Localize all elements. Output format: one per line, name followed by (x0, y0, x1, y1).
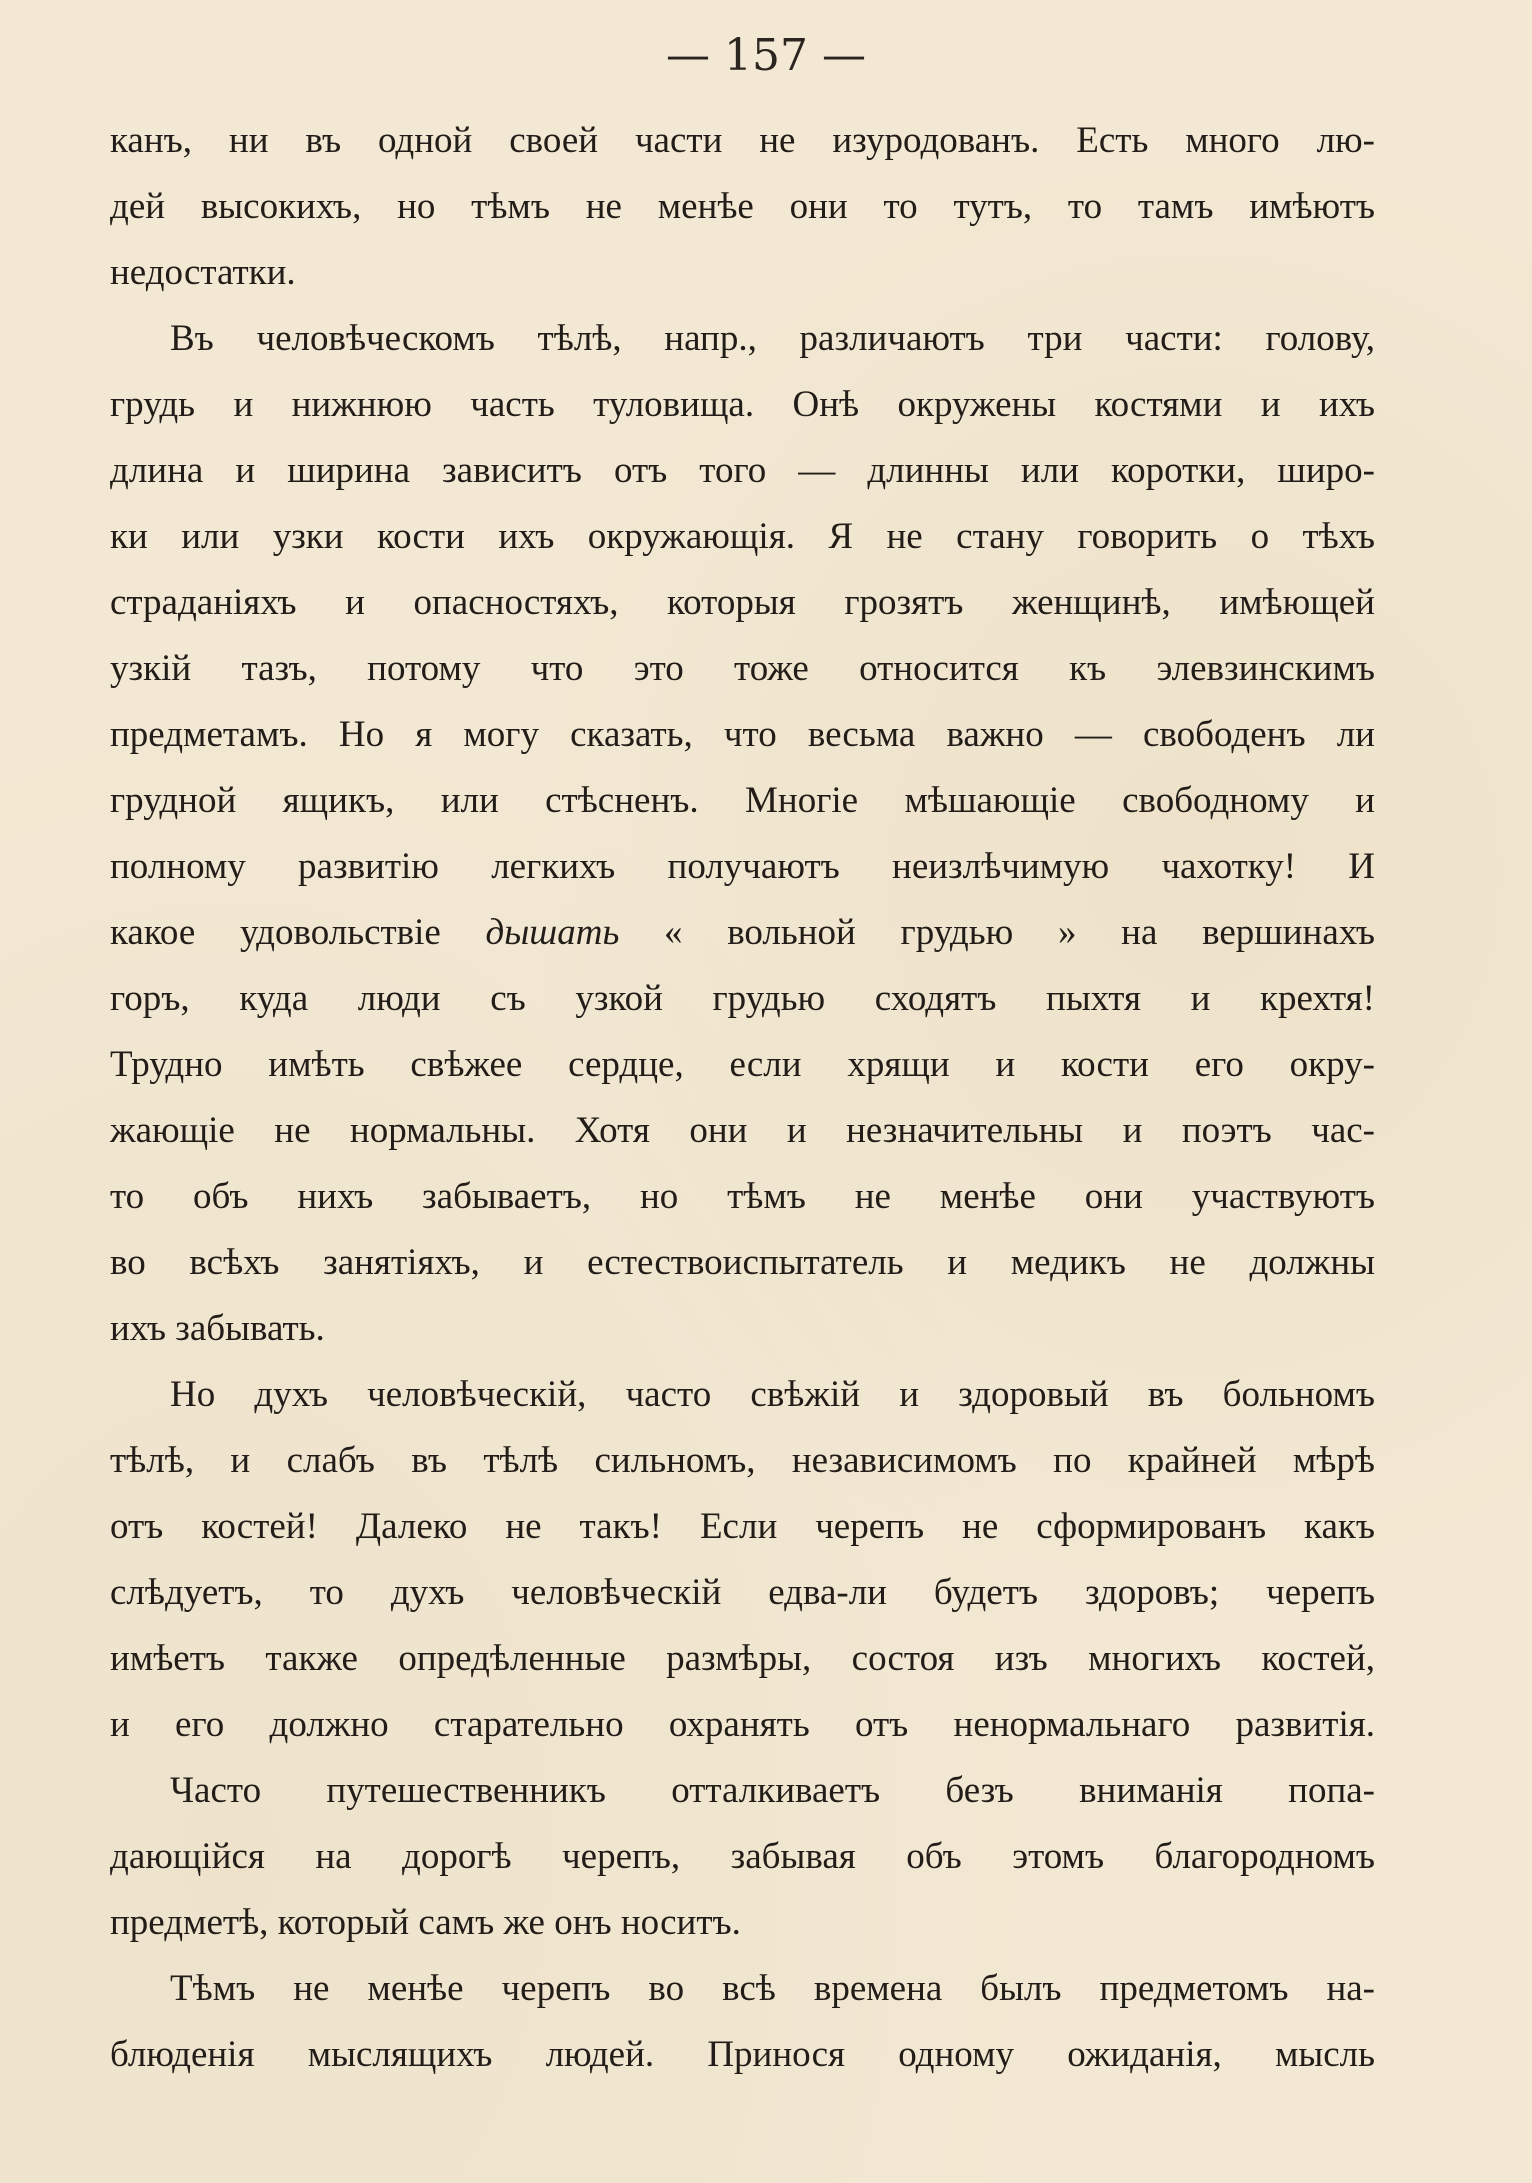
line-text: канъ, ни въ одной своей части не изуродованъ. Есть много лю- (110, 120, 1375, 161)
text-line (110, 438, 1375, 504)
text-line (110, 372, 1375, 438)
text-line (110, 1494, 1375, 1560)
line-text: Тѣмъ не менѣе черепъ во всѣ времена былъ предметомъ на- (170, 1968, 1375, 2009)
line-text: и его должно старательно охранять отъ ненормальнаго развитія. (110, 1704, 1375, 1745)
text-line (110, 1098, 1375, 1164)
line-text: « вольной грудью » на вершинахъ (619, 912, 1375, 953)
line-text: грудной ящикъ, или стѣсненъ. Многіе мѣшающіе свободному и (110, 780, 1375, 821)
line-text: блюденія мыслящихъ людей. Принося одному ожиданія, мысль (110, 2034, 1375, 2075)
text-line (110, 1362, 1375, 1428)
text-line (110, 108, 1375, 174)
line-text: горъ, куда люди съ узкой грудью сходятъ пыхтя и крехтя! (110, 978, 1375, 1019)
line-text: предметамъ. Но я могу сказать, что весьма важно — свободенъ ли (110, 714, 1375, 755)
line-text: Но духъ человѣческій, часто свѣжій и здоровый въ больномъ (170, 1374, 1375, 1415)
body-text (110, 108, 1375, 2088)
text-line (110, 1164, 1375, 1230)
text-line (110, 1296, 1375, 1362)
text-line (110, 1956, 1375, 2022)
text-line (110, 834, 1375, 900)
text-line (110, 1692, 1375, 1758)
page-number: — 157 — (666, 30, 866, 81)
line-text: Въ человѣческомъ тѣлѣ, напр., различаютъ три части: голову, (170, 318, 1375, 359)
line-text: то объ нихъ забываетъ, но тѣмъ не менѣе они участвуютъ (110, 1176, 1375, 1217)
text-line (110, 1890, 1375, 1956)
line-text: полному развитію легкихъ получаютъ неизлѣчимую чахотку! И (110, 846, 1375, 887)
text-line (110, 966, 1375, 1032)
line-text: страданіяхъ и опасностяхъ, которыя грозятъ женщинѣ, имѣющей (110, 582, 1375, 623)
line-text: отъ костей! Далеко не такъ! Если черепъ не сформированъ какъ (110, 1506, 1375, 1547)
text-line (110, 636, 1375, 702)
line-text: Часто путешественникъ отталкиваетъ безъ вниманія попа- (170, 1770, 1375, 1811)
text-line (110, 768, 1375, 834)
text-line (110, 1032, 1375, 1098)
line-text: длина и ширина зависитъ отъ того — длинны или коротки, широ- (110, 450, 1375, 491)
italic-word: дышать (485, 912, 620, 953)
line-text: узкій тазъ, потому что это тоже относится къ элевзинскимъ (110, 648, 1375, 689)
line-text: недостатки. (110, 252, 296, 293)
text-line (110, 306, 1375, 372)
text-line (110, 1824, 1375, 1890)
text-line (110, 240, 1375, 306)
line-text: жающіе не нормальны. Хотя они и незначительны и поэтъ час- (110, 1110, 1375, 1151)
line-text: тѣлѣ, и слабъ въ тѣлѣ сильномъ, независимомъ по крайней мѣрѣ (110, 1440, 1375, 1481)
line-text: какое удовольствіе (110, 912, 486, 953)
line-text: дей высокихъ, но тѣмъ не менѣе они то тутъ, то тамъ имѣютъ (110, 186, 1375, 227)
text-line (110, 1626, 1375, 1692)
line-text: грудь и нижнюю часть туловища. Онѣ окружены костями и ихъ (110, 384, 1375, 425)
line-text: имѣетъ также опредѣленные размѣры, состоя изъ многихъ костей, (110, 1638, 1375, 1679)
text-line (110, 504, 1375, 570)
text-line (110, 1758, 1375, 1824)
text-line (110, 2022, 1375, 2088)
text-line (110, 1560, 1375, 1626)
text-line (110, 570, 1375, 636)
line-text: дающійся на дорогѣ черепъ, забывая объ этомъ благородномъ (110, 1836, 1375, 1877)
text-line (110, 702, 1375, 768)
text-line (110, 1428, 1375, 1494)
line-text: предметѣ, который самъ же онъ носитъ. (110, 1902, 741, 1943)
text-line (110, 900, 1375, 966)
line-text: слѣдуетъ, то духъ человѣческій едва-ли будетъ здоровъ; черепъ (110, 1572, 1375, 1613)
line-text: Трудно имѣть свѣжее сердце, если хрящи и кости его окру- (110, 1044, 1375, 1085)
line-text: ки или узки кости ихъ окружающія. Я не стану говорить о тѣхъ (110, 516, 1375, 557)
line-text: во всѣхъ занятіяхъ, и естествоиспытатель и медикъ не должны (110, 1242, 1375, 1283)
text-line (110, 1230, 1375, 1296)
line-text: ихъ забывать. (110, 1308, 325, 1349)
text-line (110, 174, 1375, 240)
